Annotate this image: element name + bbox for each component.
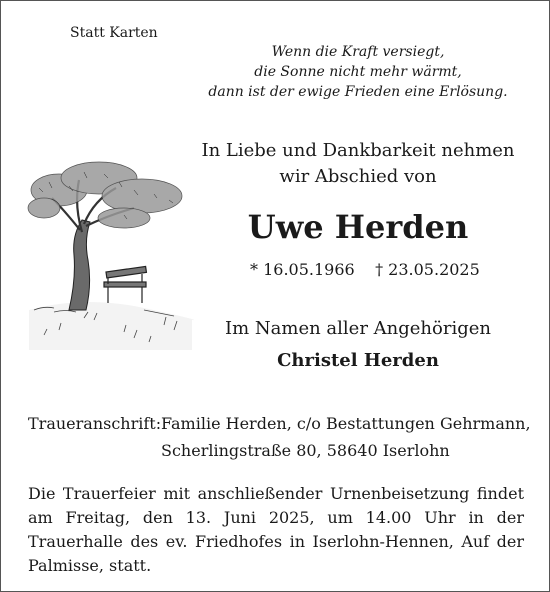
intro-line: In Liebe und Dankbarkeit nehmen — [201, 140, 515, 161]
statt-karten-label: Statt Karten — [70, 25, 158, 41]
intro-line: wir Abschied von — [279, 166, 437, 187]
deceased-name: Uwe Herden — [247, 208, 469, 246]
death-date: † 23.05.2025 — [375, 260, 480, 279]
life-dates — [250, 260, 480, 279]
birth-date: * 16.05.1966 — [250, 260, 355, 279]
address-line: Familie Herden, c/o Bestattungen Gehrmann, — [161, 414, 531, 433]
address-line: Scherlingstraße 80, 58640 Iserlohn — [161, 441, 450, 460]
ceremony-text: Die Trauerfeier mit anschließender Urnenbeisetzung findet am Freitag, den 13. Juni 2025, um 14.00 Uhr in der Trauerhalle des ev. Friedhofes in Iserlohn-Hennen, Auf der Palmisse, statt. — [28, 484, 524, 575]
poem-line: dann ist der ewige Frieden eine Erlösung. — [208, 84, 508, 100]
family-line: Im Namen aller Angehörigen — [225, 318, 491, 339]
poem — [198, 42, 518, 102]
intro-text — [196, 138, 520, 190]
mourner-name: Christel Herden — [277, 350, 439, 371]
tree-with-bench-icon — [24, 160, 194, 350]
poem-line: Wenn die Kraft versiegt, — [271, 44, 445, 60]
address-label: Traueranschrift: — [28, 414, 162, 433]
poem-line: die Sonne nicht mehr wärmt, — [254, 64, 462, 80]
